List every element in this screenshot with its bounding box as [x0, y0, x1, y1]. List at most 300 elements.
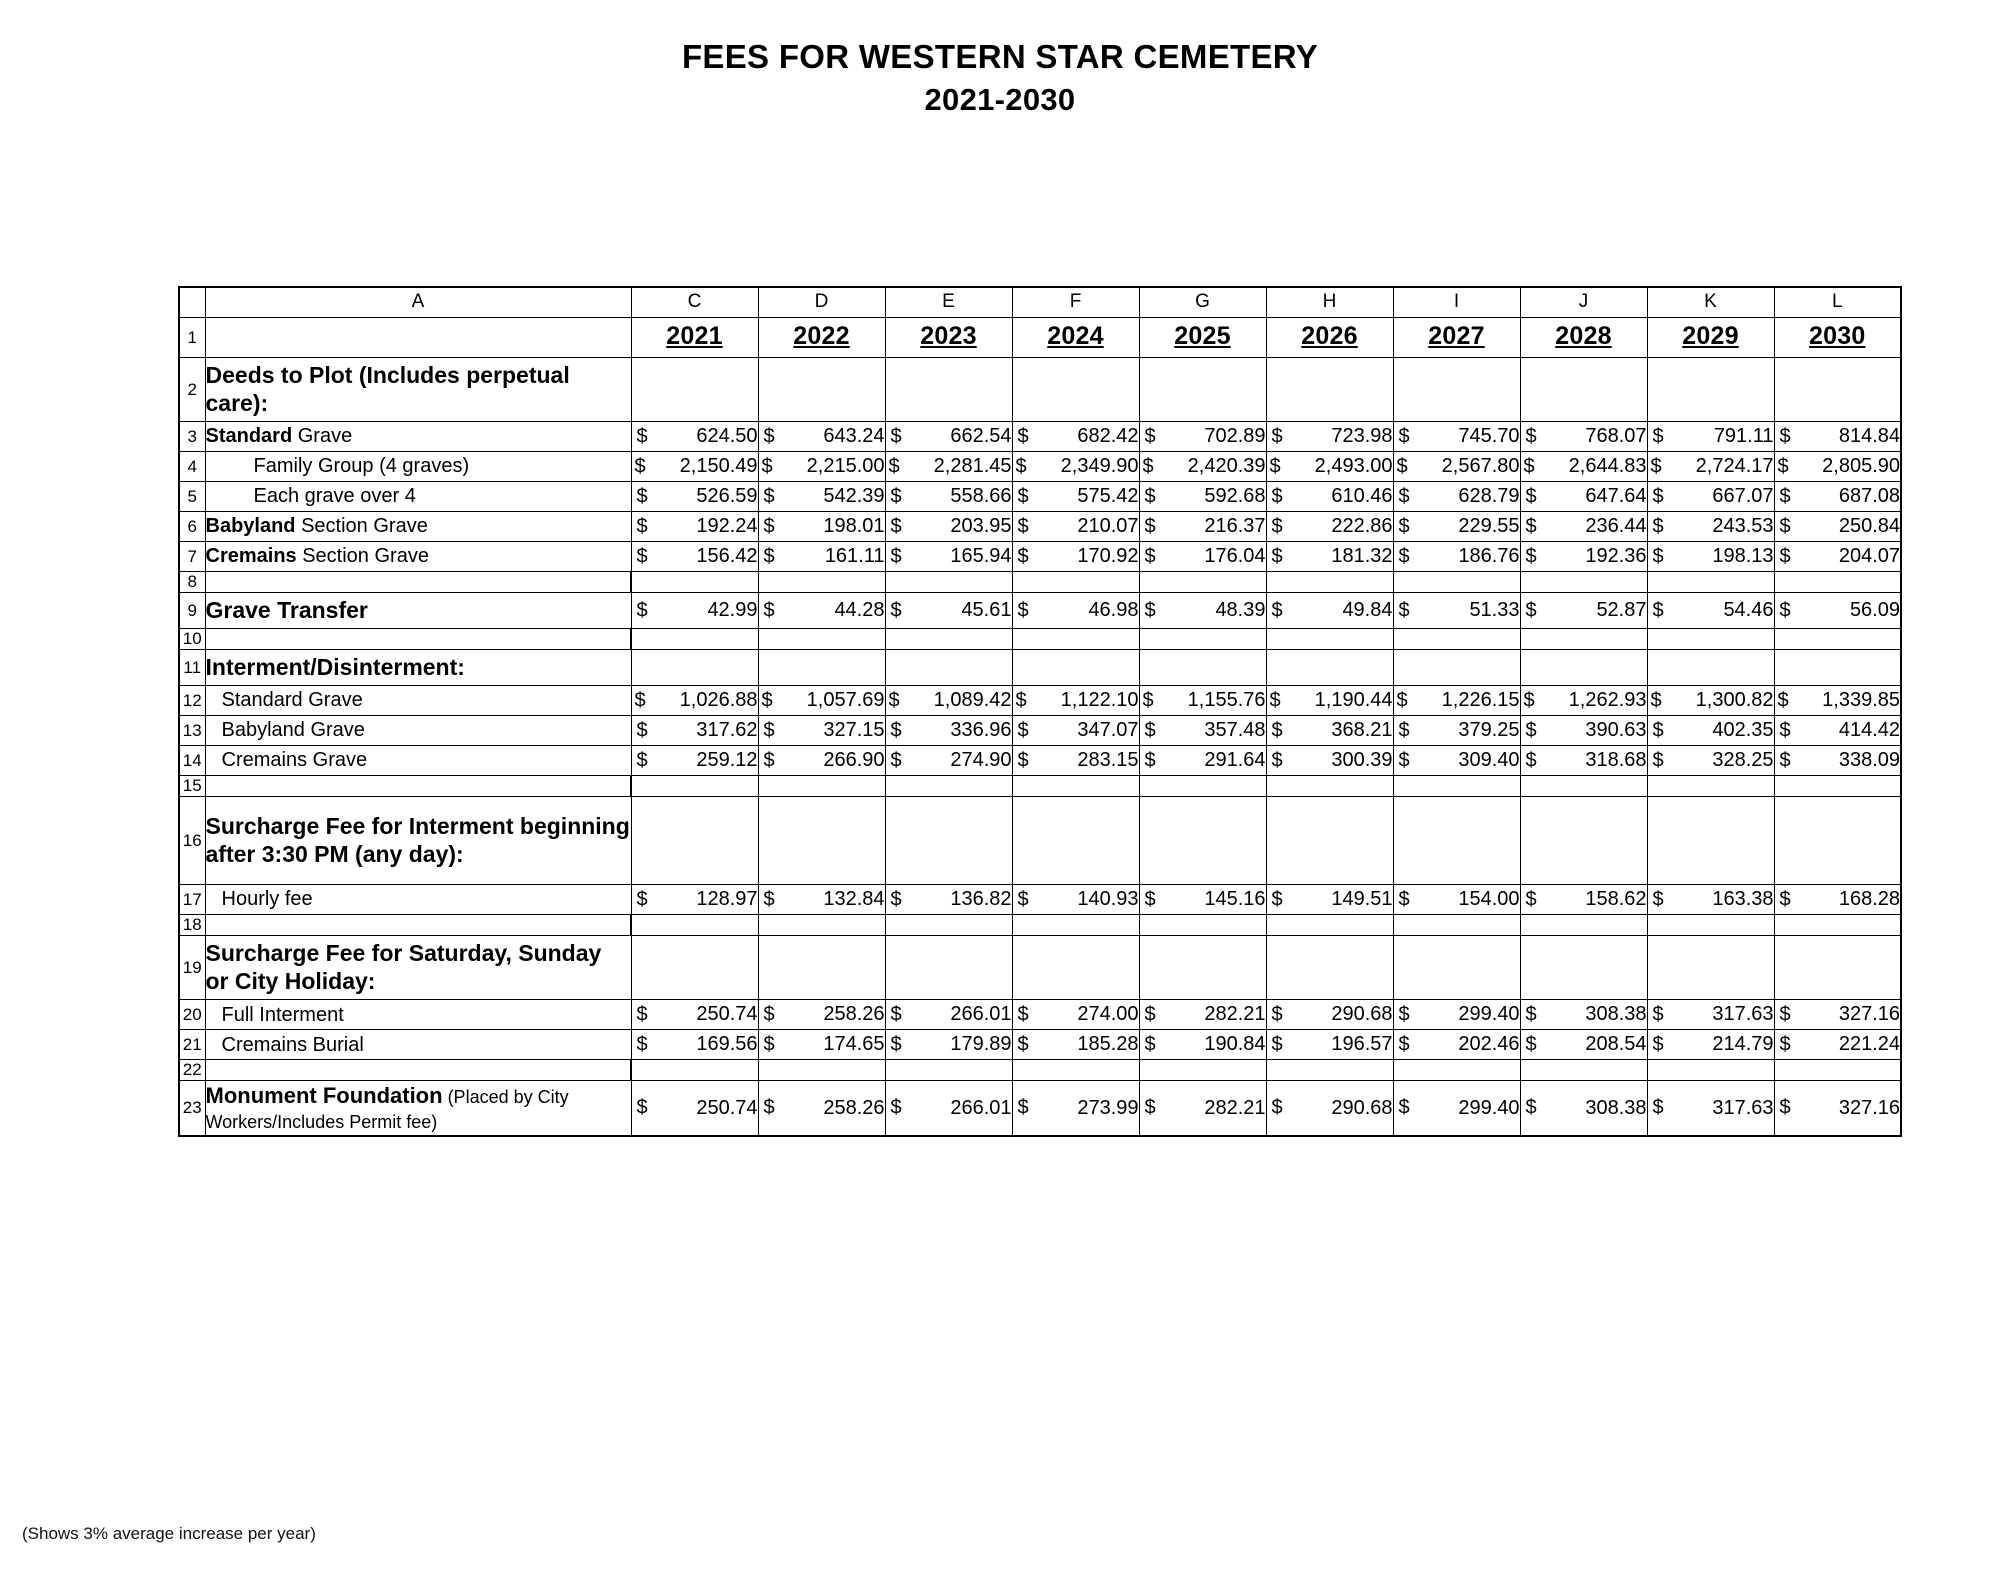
year-label: 2024 [1047, 322, 1104, 350]
fee-amount: 318.68 [1585, 749, 1647, 772]
empty-cell [1266, 936, 1393, 1000]
fee-row [179, 422, 1901, 452]
currency-symbol: $ [1652, 749, 1664, 772]
fee-cell [1012, 885, 1139, 915]
column-letter-I[interactable]: I [1393, 287, 1520, 318]
row-label [205, 512, 631, 542]
year-header-cell [758, 318, 885, 358]
fee-amount: 610.46 [1331, 485, 1393, 508]
currency-symbol: $ [1271, 599, 1283, 622]
row-label-text: Cremains Burial [221, 1033, 364, 1056]
row-label [205, 542, 631, 572]
year-label: 2023 [920, 322, 977, 350]
column-letter-H[interactable]: H [1266, 287, 1393, 318]
currency-symbol: $ [1398, 599, 1410, 622]
fee-amount: 192.36 [1585, 545, 1647, 568]
page-subtitle: 2021-2030 [924, 82, 1076, 118]
year-header-cell [1139, 318, 1266, 358]
column-letter-F[interactable]: F [1012, 287, 1139, 318]
empty-cell [1393, 776, 1520, 797]
fee-amount: 250.74 [696, 1003, 758, 1026]
fee-amount: 204.07 [1838, 545, 1900, 568]
fee-cell [1266, 716, 1393, 746]
fee-amount: 347.07 [1077, 719, 1139, 742]
currency-symbol: $ [1525, 485, 1537, 508]
fee-amount: 259.12 [696, 749, 758, 772]
fee-cell [1647, 1081, 1774, 1137]
currency-symbol: $ [763, 1096, 775, 1119]
year-header-cell [1012, 318, 1139, 358]
fee-cell [1012, 746, 1139, 776]
fee-row [179, 686, 1901, 716]
row-label [205, 746, 631, 776]
currency-symbol: $ [890, 749, 902, 772]
empty-cell [1647, 1060, 1774, 1081]
fee-row [179, 593, 1901, 629]
currency-symbol: $ [763, 888, 775, 911]
fee-amount: 250.84 [1838, 515, 1900, 538]
fee-cell [1393, 452, 1520, 482]
fee-amount: 46.98 [1088, 599, 1139, 622]
empty-cell [1774, 358, 1901, 422]
empty-cell [1012, 1060, 1139, 1081]
empty-cell [1266, 776, 1393, 797]
row-label [205, 1081, 631, 1137]
currency-symbol: $ [888, 455, 900, 478]
fee-cell [1012, 1081, 1139, 1137]
row-number[interactable]: 15 [179, 776, 205, 797]
row-number[interactable]: 14 [179, 746, 205, 776]
row-number[interactable]: 19 [179, 936, 205, 1000]
fee-amount: 814.84 [1838, 425, 1900, 448]
row-label [205, 915, 631, 936]
fee-cell [1139, 482, 1266, 512]
currency-symbol: $ [1142, 689, 1154, 712]
fee-amount: 273.99 [1077, 1096, 1139, 1119]
year-label: 2028 [1555, 322, 1612, 350]
row-number[interactable]: 12 [179, 686, 205, 716]
fee-amount: 628.79 [1458, 485, 1520, 508]
fee-amount: 327.16 [1838, 1003, 1900, 1026]
fee-amount: 357.48 [1204, 719, 1266, 742]
fee-amount: 402.35 [1712, 719, 1774, 742]
currency-symbol: $ [1398, 1033, 1410, 1056]
fee-cell [885, 1030, 1012, 1060]
fee-amount: 309.40 [1458, 749, 1520, 772]
empty-cell [1774, 936, 1901, 1000]
currency-symbol: $ [1779, 1033, 1791, 1056]
fee-amount: 1,226.15 [1441, 689, 1520, 712]
fee-cell [885, 593, 1012, 629]
year-header-cell [1266, 318, 1393, 358]
spacer-row [179, 1060, 1901, 1081]
currency-symbol: $ [1017, 1096, 1029, 1119]
fee-cell [1520, 422, 1647, 452]
fee-cell [1012, 686, 1139, 716]
section-title: Surcharge Fee for Saturday, Sunday or City Holiday: [205, 936, 631, 1000]
fee-amount: 2,420.39 [1187, 455, 1266, 478]
empty-cell [885, 797, 1012, 885]
empty-cell [1774, 629, 1901, 650]
row-number[interactable]: 13 [179, 716, 205, 746]
fee-amount: 1,122.10 [1060, 689, 1139, 712]
fee-cell [1266, 593, 1393, 629]
fee-amount: 236.44 [1585, 515, 1647, 538]
currency-symbol: $ [763, 425, 775, 448]
currency-symbol: $ [1525, 1003, 1537, 1026]
page-title: FEES FOR WESTERN STAR CEMETERY [681, 38, 1319, 75]
row-label-strong: Babyland [205, 515, 296, 538]
currency-symbol: $ [1017, 515, 1029, 538]
year-header-row [179, 318, 1901, 358]
fee-amount: 185.28 [1077, 1033, 1139, 1056]
fee-amount: 203.95 [950, 515, 1012, 538]
fee-cell [1520, 746, 1647, 776]
row-number[interactable]: 17 [179, 885, 205, 915]
fee-cell [1012, 716, 1139, 746]
empty-cell [1774, 915, 1901, 936]
empty-cell [1520, 358, 1647, 422]
currency-symbol: $ [1652, 425, 1664, 448]
fee-amount: 1,190.44 [1314, 689, 1393, 712]
empty-cell [1266, 915, 1393, 936]
fee-amount: 299.40 [1458, 1096, 1520, 1119]
empty-cell [885, 936, 1012, 1000]
section-title: Interment/Disinterment: [205, 650, 631, 686]
fee-cell [1139, 593, 1266, 629]
fee-amount: 198.13 [1712, 545, 1774, 568]
currency-symbol: $ [1652, 888, 1664, 911]
fee-cell [1393, 542, 1520, 572]
fee-amount: 791.11 [1713, 425, 1774, 448]
currency-symbol: $ [1525, 749, 1537, 772]
fee-amount: 52.87 [1596, 599, 1647, 622]
fee-amount: 156.42 [696, 545, 758, 568]
row-label-text: Section Grave [296, 545, 429, 568]
empty-cell [1520, 776, 1647, 797]
currency-symbol: $ [1017, 425, 1029, 448]
fee-cell [631, 482, 758, 512]
fee-amount: 299.40 [1458, 1003, 1520, 1026]
fee-amount: 198.01 [823, 515, 885, 538]
fee-amount: 44.28 [834, 599, 885, 622]
fee-cell [1393, 746, 1520, 776]
currency-symbol: $ [634, 689, 646, 712]
empty-cell [758, 1060, 885, 1081]
row-label-text: Grave [292, 425, 353, 448]
row-number[interactable]: 3 [179, 422, 205, 452]
empty-cell [1266, 650, 1393, 686]
fee-cell [1139, 885, 1266, 915]
row-number[interactable]: 10 [179, 629, 205, 650]
column-letter-E[interactable]: E [885, 287, 1012, 318]
fee-cell [885, 512, 1012, 542]
currency-symbol: $ [1779, 1003, 1791, 1026]
currency-symbol: $ [1398, 515, 1410, 538]
currency-symbol: $ [1144, 1003, 1156, 1026]
fee-cell [1520, 482, 1647, 512]
row-number[interactable]: 8 [179, 572, 205, 593]
fee-amount: 282.21 [1204, 1096, 1266, 1119]
fee-cell [631, 1081, 758, 1137]
currency-symbol: $ [763, 749, 775, 772]
section-header-row [179, 650, 1901, 686]
fee-amount: 328.25 [1712, 749, 1774, 772]
currency-symbol: $ [1525, 1096, 1537, 1119]
section-header-row [179, 358, 1901, 422]
column-letter-C[interactable]: C [631, 287, 758, 318]
fee-amount: 1,262.93 [1568, 689, 1647, 712]
fee-amount: 210.07 [1077, 515, 1139, 538]
currency-symbol: $ [763, 515, 775, 538]
fee-cell [1647, 542, 1774, 572]
currency-symbol: $ [1396, 689, 1408, 712]
fee-cell [1012, 512, 1139, 542]
fee-cell [758, 1081, 885, 1137]
row-number[interactable]: 11 [179, 650, 205, 686]
fee-cell [1393, 593, 1520, 629]
fee-amount: 687.08 [1838, 485, 1900, 508]
row-number[interactable]: 6 [179, 512, 205, 542]
column-letter-K[interactable]: K [1647, 287, 1774, 318]
currency-symbol: $ [1017, 599, 1029, 622]
row-label-note: (Placed by City Workers/Includes Permit fee) [205, 1086, 569, 1132]
fee-amount: 1,300.82 [1695, 689, 1774, 712]
fee-cell [1520, 885, 1647, 915]
fee-cell [1012, 482, 1139, 512]
row-label-text: Cremains Grave [221, 749, 368, 772]
fee-amount: 154.00 [1458, 888, 1520, 911]
empty-cell [1393, 936, 1520, 1000]
fee-amount: 327.15 [823, 719, 885, 742]
currency-symbol: $ [636, 485, 648, 508]
year-header-cell [885, 318, 1012, 358]
currency-symbol: $ [1652, 515, 1664, 538]
fee-cell [1520, 593, 1647, 629]
fee-cell [1266, 1030, 1393, 1060]
fee-amount: 768.07 [1585, 425, 1647, 448]
column-letter-D[interactable]: D [758, 287, 885, 318]
fee-cell [1774, 512, 1901, 542]
empty-cell [1139, 797, 1266, 885]
column-letter-row [179, 287, 1901, 318]
row-number[interactable]: 1 [179, 318, 205, 358]
currency-symbol: $ [1652, 485, 1664, 508]
fee-amount: 647.64 [1585, 485, 1647, 508]
fee-cell [631, 1000, 758, 1030]
currency-symbol: $ [763, 1003, 775, 1026]
currency-symbol: $ [1398, 888, 1410, 911]
fee-amount: 290.68 [1331, 1096, 1393, 1119]
fee-amount: 542.39 [823, 485, 885, 508]
empty-cell [1774, 797, 1901, 885]
currency-symbol: $ [1525, 515, 1537, 538]
fee-amount: 1,057.69 [806, 689, 885, 712]
currency-symbol: $ [636, 425, 648, 448]
fee-amount: 140.93 [1077, 888, 1139, 911]
fee-cell [885, 422, 1012, 452]
currency-symbol: $ [888, 689, 900, 712]
row-label [205, 885, 631, 915]
year-header-cell [631, 318, 758, 358]
fee-cell [631, 512, 758, 542]
fee-cell [1012, 422, 1139, 452]
empty-cell [1647, 358, 1774, 422]
row-label [205, 716, 631, 746]
fee-amount: 624.50 [696, 425, 758, 448]
empty-cell [1647, 936, 1774, 1000]
currency-symbol: $ [763, 599, 775, 622]
fee-cell [885, 746, 1012, 776]
fee-cell [885, 482, 1012, 512]
currency-symbol: $ [763, 1033, 775, 1056]
fee-amount: 2,150.49 [679, 455, 758, 478]
sheet-corner-cell [179, 287, 205, 318]
empty-cell [1266, 358, 1393, 422]
row-label [205, 422, 631, 452]
empty-cell [885, 915, 1012, 936]
row-number[interactable]: 20 [179, 1000, 205, 1030]
fee-cell [1266, 512, 1393, 542]
fee-cell [1266, 1000, 1393, 1030]
row-number[interactable]: 16 [179, 797, 205, 885]
fee-cell [885, 1000, 1012, 1030]
currency-symbol: $ [1650, 689, 1662, 712]
empty-cell [1012, 358, 1139, 422]
currency-symbol: $ [1271, 749, 1283, 772]
fee-amount: 390.63 [1585, 719, 1647, 742]
currency-symbol: $ [1015, 455, 1027, 478]
empty-cell [885, 650, 1012, 686]
fee-amount: 1,026.88 [679, 689, 758, 712]
currency-symbol: $ [1398, 749, 1410, 772]
fee-amount: 745.70 [1458, 425, 1520, 448]
fee-amount: 266.01 [950, 1003, 1012, 1026]
fee-cell [1393, 1081, 1520, 1137]
currency-symbol: $ [890, 485, 902, 508]
empty-cell [758, 572, 885, 593]
currency-symbol: $ [1144, 749, 1156, 772]
fee-amount: 526.59 [696, 485, 758, 508]
currency-symbol: $ [890, 1003, 902, 1026]
row-number[interactable]: 5 [179, 482, 205, 512]
fee-amount: 136.82 [950, 888, 1012, 911]
year-header-cell [1393, 318, 1520, 358]
fee-cell [1647, 1030, 1774, 1060]
empty-cell [1012, 776, 1139, 797]
fee-cell [758, 422, 885, 452]
fee-amount: 49.84 [1342, 599, 1393, 622]
fee-cell [1774, 1081, 1901, 1137]
fee-amount: 208.54 [1585, 1033, 1647, 1056]
row-number[interactable]: 9 [179, 593, 205, 629]
fee-cell [631, 422, 758, 452]
row-number[interactable]: 22 [179, 1060, 205, 1081]
fee-amount: 308.38 [1585, 1096, 1647, 1119]
column-letter-A[interactable]: A [205, 287, 631, 318]
row-number[interactable]: 7 [179, 542, 205, 572]
fee-amount: 165.94 [950, 545, 1012, 568]
fee-amount: 2,567.80 [1441, 455, 1520, 478]
fee-cell [1012, 593, 1139, 629]
empty-cell [1266, 629, 1393, 650]
row-number[interactable]: 23 [179, 1081, 205, 1137]
fee-cell [885, 686, 1012, 716]
empty-cell [631, 358, 758, 422]
fee-cell [1139, 686, 1266, 716]
fee-amount: 222.86 [1331, 515, 1393, 538]
fee-cell [1647, 716, 1774, 746]
column-letter-J[interactable]: J [1520, 287, 1647, 318]
fee-cell [885, 885, 1012, 915]
fee-cell [1647, 593, 1774, 629]
row-number[interactable]: 18 [179, 915, 205, 936]
fee-amount: 186.76 [1458, 545, 1520, 568]
empty-cell [1393, 650, 1520, 686]
fee-amount: 258.26 [823, 1096, 885, 1119]
footnote: (Shows 3% average increase per year) [22, 1524, 316, 1543]
fee-cell [1266, 542, 1393, 572]
spacer-row [179, 776, 1901, 797]
currency-symbol: $ [1398, 485, 1410, 508]
fee-cell [758, 452, 885, 482]
empty-cell [1012, 915, 1139, 936]
fee-cell [1774, 716, 1901, 746]
row-number[interactable]: 2 [179, 358, 205, 422]
currency-symbol: $ [1017, 1003, 1029, 1026]
currency-symbol: $ [1271, 888, 1283, 911]
empty-cell [1647, 797, 1774, 885]
fee-amount: 48.39 [1215, 599, 1266, 622]
fee-cell [1774, 593, 1901, 629]
fee-amount: 221.24 [1838, 1033, 1900, 1056]
currency-symbol: $ [1525, 425, 1537, 448]
empty-cell [1139, 572, 1266, 593]
currency-symbol: $ [1779, 515, 1791, 538]
row-number[interactable]: 4 [179, 452, 205, 482]
fee-row [179, 885, 1901, 915]
currency-symbol: $ [1779, 719, 1791, 742]
row-number[interactable]: 21 [179, 1030, 205, 1060]
row-label-strong: Standard [205, 425, 293, 448]
currency-symbol: $ [636, 515, 648, 538]
empty-cell [631, 629, 758, 650]
fee-cell [631, 686, 758, 716]
empty-cell [758, 776, 885, 797]
row-label [205, 1000, 631, 1030]
fee-amount: 149.51 [1331, 888, 1393, 911]
row-label-text: Hourly fee [221, 888, 313, 911]
empty-cell [1520, 915, 1647, 936]
fee-amount: 300.39 [1331, 749, 1393, 772]
fee-cell [1774, 885, 1901, 915]
fee-amount: 2,644.83 [1568, 455, 1647, 478]
column-letter-G[interactable]: G [1139, 287, 1266, 318]
fee-cell [1520, 1000, 1647, 1030]
empty-cell [758, 797, 885, 885]
fee-cell [758, 593, 885, 629]
currency-symbol: $ [1271, 1003, 1283, 1026]
fee-cell [1774, 686, 1901, 716]
row-label-text: Section Grave [295, 515, 428, 538]
currency-symbol: $ [1017, 485, 1029, 508]
fee-amount: 45.61 [961, 599, 1012, 622]
empty-cell [1774, 776, 1901, 797]
fee-amount: 2,281.45 [933, 455, 1012, 478]
column-letter-L[interactable]: L [1774, 287, 1901, 318]
currency-symbol: $ [1650, 455, 1662, 478]
fee-cell [1139, 716, 1266, 746]
